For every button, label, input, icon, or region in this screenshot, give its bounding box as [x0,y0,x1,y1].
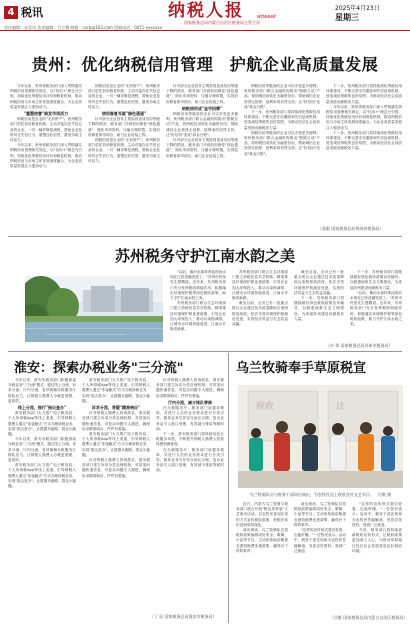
article1-headline: 贵州：优化纳税信用管理 护航企业高质量发展 [31,55,379,74]
article2-photo [25,276,163,342]
svg-text:税收: 税收 [256,402,275,412]
paper-weekly-mark: wtweek [257,14,277,20]
article3-headline: 淮安：探索办税业务"三分流" [14,361,184,376]
article1-column-2: 纳税信用是企业的"无形资产"。贵州税务部门依托信用修复机制，主动对接存在失信记录的企业，一对一辅导修复流程，帮助企业及时纠正失信行为，重塑良好信誉，激发市场主体活力。 信用修复写就"绿色通道" 针对部分企业因非主观原因造成信用等级下降的情况，税务部门开辟信用修复"绿色通道"，简化申请资料，压缩办理时限，实现信用修复即申即办，助力企业轻装上阵。 纳税信用是企业的"无形资产"。贵州税务部门依托信用修复机制，主动对接存在失信记录的企业，一对一辅导修复流程，帮助企业及时纠正失信行为，重塑良好信誉，激发市场主体活力。 [88,84,160,163]
issue-date: 2025年4月23日 [335,5,380,12]
article1-byline: （高毅 国家税务总局贵州省税务局） [318,226,384,231]
article2-column-3: 截至目前，全市已有一批重点排污企业通过技术改造降低污染物排放浓度，依法享受环境保护税减征优惠，实现经济效益与生态效益双赢。 下一步，苏州税务部门将继续做好绿色税收政策宣传辅导，以税惠助推生态文明建设，为美丽苏州建设贡献税务力量。 [294,270,344,321]
masthead [0,0,410,24]
article3-column-3: 针对纳税人缴费人咨询需求，淮安税务部门建立诉求分类处理机制，对常见问题快速答复，对复杂问题专人跟进，确保诉求精准响应、件件有着落。 厅内分流，减少排队等候 在办税服务厅，税务部门设置导税岗，对进厅人员的业务需求进行分类引导，简单业务引导至自助区办理，复杂业务由专人窗口受理，有效减少排队等候时间。 下一步，淮安税务部门将持续优化办税服务举措，不断提升纳税人缴费人的获得感和满意度。 在办税服务厅，税务部门设置导税岗，对进厅人员的业务需求进行分类引导，简单业务引导至自助区办理，复杂业务由专人窗口受理，有效减少排队等候时间。 [156,378,224,473]
article2-byline: （许 伟 国家税务总局苏州市税务局） [326,343,393,348]
section-number: 4 [4,6,18,19]
waterside-scenery-image [25,276,163,342]
section-divider-2 [8,351,402,352]
issue-weekday: 星期三 [335,13,359,22]
section-divider-1 [8,236,402,237]
article4-photo-caption: 乌兰牧骑队员与税务干部同台演出，为农牧民送上税收宣传文艺节目。 岳维 摄 [249,492,392,497]
masthead-divider [0,30,410,31]
editor-credits: 责任编辑：宋喜凤 美术编辑：吕立梅 邮箱：nsrb@163.com 投稿电话：0471-xxxxxxx [4,25,163,30]
article4-column-1: 近日，内蒙古乌兰牧骑与税务部门联合开展"税宣进草原"文艺演出活动，以农牧民喜闻乐见的方式宣传税收政策，把税法知识送到草原深处。 演出现场，乌兰牧骑队员将税收政策编排成好来宝、歌舞、小品等节目，生动形象地讲解惠农惠牧税费优惠政策，赢得台下阵阵掌声。 [236,502,288,553]
article1-column-3: 针对部分企业因非主观原因造成信用等级下降的情况，税务部门开辟信用修复"绿色通道"，简化申请资料，压缩办理时限，实现信用修复即申即办，助力企业轻装上阵。 纳税信用成"金字招牌" 纳税信用等级高的企业可以享受更多便利。贵州税务部门联合金融机构推出"银税互动"产品，将纳税信用转化为融资信用，帮助诚信企业获得无抵押、低利率的信贷支持，让"好信用"变成"真金白银"。 针对部分企业因非主观原因造成信用等级下降的情况，税务部门开辟信用修复"绿色通道"，简化申请资料，压缩办理时限，实现信用修复即申即办，助力企业轻装上阵。 [166,84,238,158]
article2-headline: 苏州税务守护江南水韵之美 [114,247,295,265]
stage-performance-image [238,385,403,488]
paper-logo: 纳税人报 [168,1,244,21]
article4-photo [238,385,403,488]
article3-column-1: 今年以来，淮安市税务部门积极探索办税业务"三分流"模式，通过线上分流、诉求分流、厅内分流，有效缓解办税服务厅排队压力，让纳税人缴费人办税更便捷、更高效。 线上分流，推行"指尖查办" 淮安税务部门大力推广电子税务局、个人所得税App等线上渠道，引导纳税人缴费人通过"非接触式"方式办理涉税业务，实现"指尖查办"，让数据多跑路、群众少跑腿。 今年以来，淮安市税务部门积极探索办税业务"三分流"模式，通过线上分流、诉求分流、厅内分流，有效缓解办税服务厅排队压力，让纳税人缴费人办税更便捷、更高效。 淮安税务部门大力推广电子税务局、个人所得税App等线上渠道，引导纳税人缴费人通过"非接触式"方式办理涉税业务，实现"指尖查办"，让数据多跑路、群众少跑腿。 [8,378,76,489]
paper-sponsor: 国家税务总局内蒙古自治区税务局主管主办 [184,20,260,25]
article3-byline: （丁 辰 国家税务总局淮安市税务局） [150,614,217,619]
article1-column-4: 纳税信用等级高的企业可以享受更多便利。贵州税务部门联合金融机构推出"银税互动"产品，将纳税信用转化为融资信用，帮助诚信企业获得无抵押、低利率的信贷支持，让"好信用"变成"真金白银"。 下一步，贵州税务部门将持续深化纳税信用体系建设，不断完善守信激励和失信惩戒机制，营造诚信纳税的良好氛围，为推动经济社会高质量发展贡献税务力量。 纳税信用等级高的企业可以享受更多便利。贵州税务部门联合金融机构推出"银税互动"产品，将纳税信用转化为融资信用，帮助诚信企业获得无抵押、低利率的信贷支持，让"好信用"变成"真金白银"。 [244,84,320,156]
article4-headline: 乌兰牧骑奉手草原税宣 [236,361,367,376]
column-divider [228,353,229,623]
article2-column-4: 下一步，苏州税务部门将继续做好绿色税收政策宣传辅导，以税惠助推生态文明建设，为美丽苏州建设贡献税务力量。 "以前，像河水那样浑浊的河水现在已经清澈见底了。"苏州市民张先生感慨道。近年来，苏州税务部门充分发挥税收职能作用，积极落实环境保护税等绿色税收政策，助力守护江南水韵之美。 [350,270,402,327]
article4-column-2: 演出现场，乌兰牧骑队员将税收政策编排成好来宝、歌舞、小品等节目，生动形象地讲解惠农惠牧税费优惠政策，赢得台下阵阵掌声。 "这样的宣传形式我们爱看，也能听懂。"一位牧民表示。活动中，税务干部还现场为农牧民答疑解惑，发放宣传资料，受到广泛欢迎。 [294,502,346,553]
article1-column-5: 下一步，贵州税务部门将持续深化纳税信用体系建设，不断完善守信激励和失信惩戒机制，营造诚信纳税的良好氛围，为推动经济社会高质量发展贡献税务力量。 今年以来，贵州省税务部门深入贯彻落实纳税信用管理相关规定，以"信用+"理念为引领，持续优化纳税信用评价和修复机制，推动纳税信用与市场主体发展深度融合，为企业高质量发展注入强劲动力。 下一步，贵州税务部门将持续深化纳税信用体系建设，不断完善守信激励和失信惩戒机制，营造诚信纳税的良好氛围，为推动经济社会高质量发展贡献税务力量。 [326,84,402,151]
article4-column-3: "这样的宣传形式我们爱看，也能听懂。"一位牧民表示。活动中，税务干部还现场为农牧民答疑解惑，发放宣传资料，受到广泛欢迎。 今后，税务部门将持续创新税收宣传形式，让税收政策更加深入人心，为推动草原地区经济社会发展营造良好税收环境。 [352,502,402,553]
section-name: 税讯 [21,6,43,19]
article2-column-1: "以前，像河水那样浑浊的河水现在已经清澈见底了。"苏州市民张先生感慨道。近年来，苏州税务部门充分发挥税收职能作用，积极落实环境保护税等绿色税收政策，助力守护江南水韵之美。 苏州税务部门联合生态环境部门建立涉税信息共享机制，精准推送环境保护税优惠政策，引导企业加大环保投入，推动污染物减排，让城市水环境持续改善，江南水乡焕发新颜。 [170,270,226,332]
article1-column-1: 今年以来，贵州省税务部门深入贯彻落实纳税信用管理相关规定，以"信用+"理念为引领，持续优化纳税信用评价和修复机制，推动纳税信用与市场主体发展深度融合，为企业高质量发展注入强劲动力。 "重塑信誉"焕发市场活力 纳税信用是企业的"无形资产"。贵州税务部门依托信用修复机制，主动对接存在失信记录的企业，一对一辅导修复流程，帮助企业及时纠正失信行为，重塑良好信誉，激发市场主体活力。 今年以来，贵州省税务部门深入贯彻落实纳税信用管理相关规定，以"信用+"理念为引领，持续优化纳税信用评价和修复机制，推动纳税信用与市场主体发展深度融合，为企业高质量发展注入强劲动力。 [10,84,82,169]
svg-text:法: 法 [336,402,346,412]
article2-column-2: 苏州税务部门联合生态环境部门建立涉税信息共享机制，精准推送环境保护税优惠政策，引导企业加大环保投入，推动污染物减排，让城市水环境持续改善，江南水乡焕发新颜。 截至目前，全市已有一批重点排污企业通过技术改造降低污染物排放浓度，依法享受环境保护税减征优惠，实现经济效益与生态效益双赢。 [232,270,288,327]
article3-column-2: 淮安税务部门大力推广电子税务局、个人所得税App等线上渠道，引导纳税人缴费人通过"非接触式"方式办理涉税业务，实现"指尖查办"，让数据多跑路、群众少跑腿。 诉求分流，答疑"精准响应" 针对纳税人缴费人咨询需求，淮安税务部门建立诉求分类处理机制，对常见问题快速答复，对复杂问题专人跟进，确保诉求精准响应、件件有着落。 淮安税务部门大力推广电子税务局、个人所得税App等线上渠道，引导纳税人缴费人通过"非接触式"方式办理涉税业务，实现"指尖查办"，让数据多跑路、群众少跑腿。 针对纳税人缴费人咨询需求，淮安税务部门建立诉求分类处理机制，对常见问题快速答复，对复杂问题专人跟进，确保诉求精准响应、件件有着落。 [82,378,150,478]
article4-byline: （岳维 国家税务总局内蒙古自治区税务局） [330,615,408,620]
